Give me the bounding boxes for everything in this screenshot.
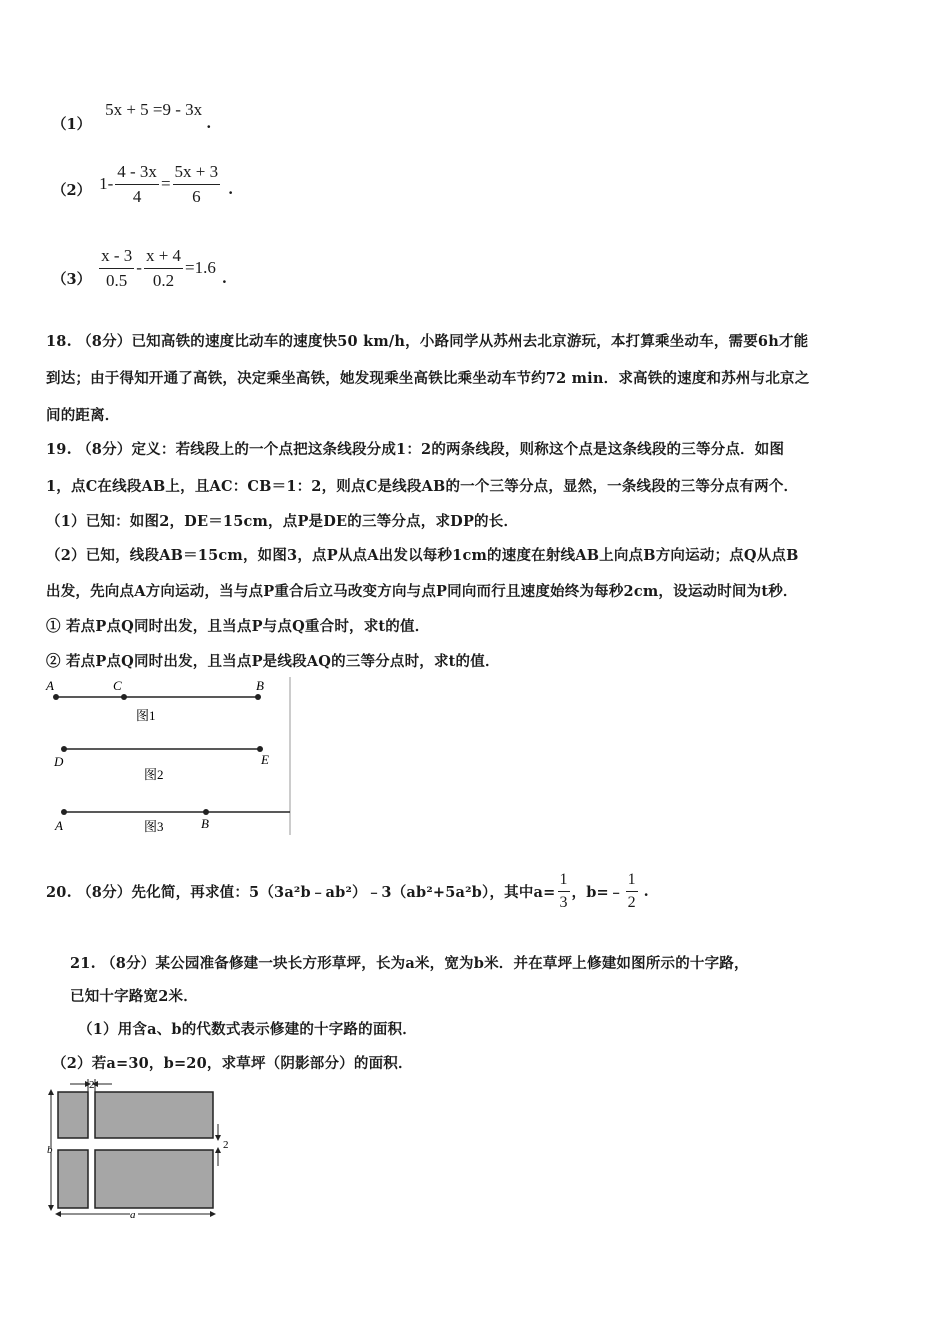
- fig1-label-c: C: [113, 678, 122, 693]
- fig3-label-b: B: [201, 816, 209, 831]
- q17-item3-fraction-left: [99, 246, 134, 291]
- q19-line3: （1）已知：如图2，DE＝15cm，点P是DE的三等分点，求DP的长．: [46, 513, 519, 530]
- q17-item3-f1-numerator: x - 3: [99, 246, 134, 269]
- q19-figures: [40, 675, 295, 840]
- q20-a-numerator: 1: [558, 871, 570, 892]
- road-right-width-label: 2: [223, 1139, 229, 1151]
- q19-line6: ① 若点P点Q同时出发，且当点P与点Q重合时，求t的值．: [46, 618, 430, 635]
- q21-line2: 已知十字路宽2米．: [70, 988, 198, 1005]
- lawn-bottom-right: [95, 1150, 213, 1208]
- q17-item2: [52, 158, 233, 210]
- q21-line1: 21. （8分）某公园准备修建一块长方形草坪，长为a米，宽为b米．并在草坪上修建如图所示的十字路，: [70, 955, 749, 972]
- fig1-point-c: [121, 694, 127, 700]
- lawn-top-right: [95, 1092, 213, 1138]
- q17-item1-period: .: [206, 114, 212, 132]
- q19-line7: ② 若点P点Q同时出发，且当点P是线段AQ的三等分点时，求t的值．: [46, 653, 500, 670]
- q17-item2-lead: 1-: [99, 174, 114, 193]
- fig1-label-a: A: [46, 678, 54, 693]
- q17-item2-period: .: [228, 180, 234, 198]
- fig1-point-a: [53, 694, 59, 700]
- q17-item2-f2-denominator: 6: [192, 186, 201, 206]
- q20-a-denominator: 3: [559, 893, 568, 911]
- q21-line3: （1）用含a、b的代数式表示修建的十字路的面积．: [78, 1021, 417, 1038]
- fig3-label-a: A: [55, 818, 63, 833]
- q18-line1: 18. （8分）已知高铁的速度比动车的速度快50 km/h，小路同学从苏州去北京游玩，本打算乘坐动车，需要6h才能: [46, 333, 809, 350]
- fig2-label-d: D: [54, 754, 64, 769]
- fig2-label-e: E: [261, 752, 269, 767]
- q20-b-denominator: 2: [627, 893, 636, 911]
- fig1-label-b: B: [256, 678, 264, 693]
- q17-item3-f2-numerator: x + 4: [144, 246, 183, 269]
- q20-period: .: [643, 882, 649, 900]
- lawn-bottom-left: [58, 1150, 88, 1208]
- fig2-point-d: [61, 746, 67, 752]
- fig1-point-b: [255, 694, 261, 700]
- side-b-label: b: [47, 1144, 53, 1156]
- q21-lawn-figure: [42, 1078, 242, 1223]
- fig1-caption: 图1: [136, 708, 156, 723]
- road-top-width-label: 2: [89, 1079, 95, 1091]
- q17-item2-f1-denominator: 4: [132, 186, 142, 206]
- fig3-point-a: [61, 809, 67, 815]
- q20-text: 20. （8分）先化简，再求值：5（3a²b﹣ab²）﹣3（ab²+5a²b），其中a=: [46, 883, 556, 901]
- q17-item2-equals: =: [160, 174, 171, 193]
- q17-item3-f2-denominator: 0.2: [152, 270, 175, 290]
- q17-item3-minus: -: [136, 258, 142, 277]
- q17-item3-period: .: [221, 269, 227, 287]
- fig3-point-b: [203, 809, 209, 815]
- q17-item3: [52, 242, 227, 294]
- q17-item2-f2-numerator: 5x + 3: [173, 162, 221, 185]
- q17-item2-fraction-left: [115, 162, 159, 207]
- q17-item3-f1-denominator: 0.5: [106, 270, 128, 290]
- q17-item3-rhs: =1.6: [185, 258, 216, 277]
- q20-b-text: ，b=﹣: [571, 883, 624, 901]
- lawn-top-left: [58, 1092, 88, 1138]
- q20-a-fraction: [558, 871, 570, 912]
- q18-line3: 间的距离．: [46, 407, 120, 424]
- fig3-caption: 图3: [144, 819, 164, 834]
- q17-item2-fraction-right: [173, 162, 221, 207]
- q19-line4: （2）已知，线段AB＝15cm，如图3，点P从点A出发以每秒1cm的速度在射线AB上向点B方向运动；点Q从点B: [46, 547, 799, 564]
- q19-line1: 19. （8分）定义：若线段上的一个点把这条线段分成1：2的两条线段，则称这个点是这条线段的三等分点．如图: [46, 441, 785, 458]
- q20-b-fraction: [626, 871, 638, 912]
- bottom-a-label: a: [130, 1209, 136, 1221]
- q18-line2: 到达；由于得知开通了高铁，决定乘坐高铁，她发现乘坐高铁比乘坐动车节约72 min．求高铁的速度和苏州与北京之: [46, 370, 810, 387]
- q19-line2: 1，点C在线段AB上，且AC：CB＝1：2，则点C是线段AB的一个三等分点，显然，一条线段的三等分点有两个．: [46, 478, 799, 495]
- q21-line4: （2）若a=30，b=20，求草坪（阴影部分）的面积．: [52, 1055, 413, 1072]
- q17-item3-label: （3）: [52, 270, 92, 288]
- q20-b-numerator: 1: [626, 871, 638, 892]
- q20-line: [46, 868, 649, 914]
- q17-item2-label: （2）: [52, 181, 92, 199]
- q17-item1-equation: 5x + 5 =9 - 3x: [105, 100, 203, 119]
- q17-item1-label: （1）: [52, 115, 92, 133]
- q19-line5: 出发，先向点A方向运动，当与点P重合后立马改变方向与点P同向而行且速度始终为每秒2cm，设运动时间为t秒．: [46, 583, 798, 600]
- q17-item1: [52, 98, 211, 138]
- q17-item3-fraction-right: [144, 246, 183, 291]
- fig2-caption: 图2: [144, 767, 164, 782]
- q17-item2-f1-numerator: 4 - 3x: [115, 162, 159, 185]
